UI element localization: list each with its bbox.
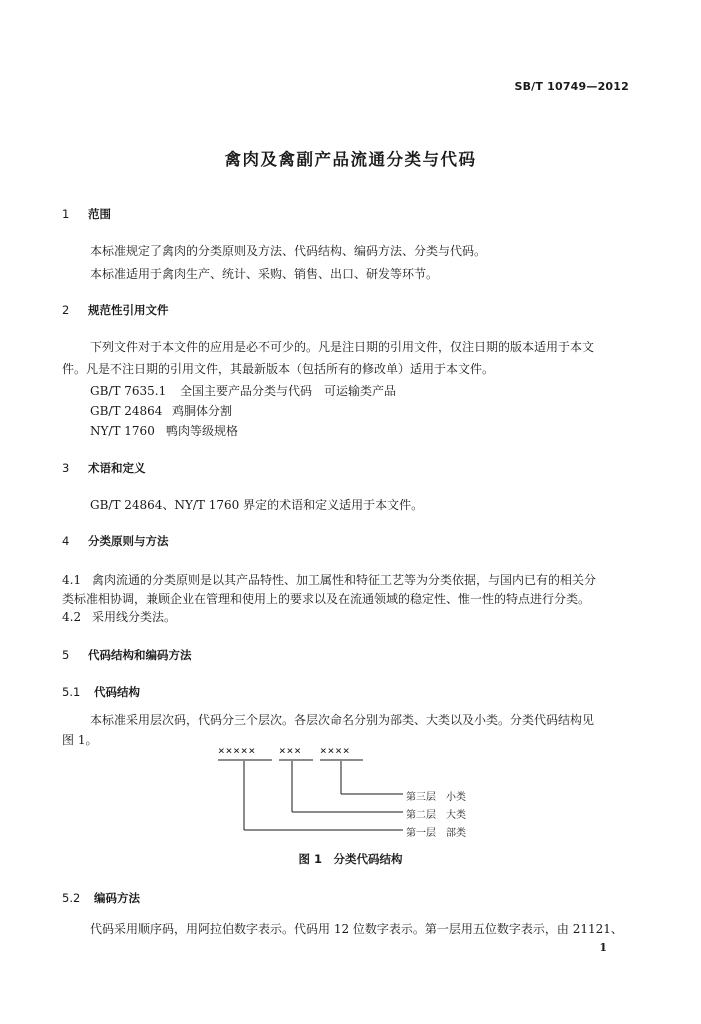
paragraph: 本标准适用于禽肉生产、统计、采购、销售、出口、研发等环节。 [90,267,439,281]
section-title: 规范性引用文件 [88,303,169,317]
paragraph: 下列文件对于本文件的应用是必不可少的。凡是注日期的引用文件，仅注日期的版本适用于本文 [90,340,595,354]
paragraph: 图 1。 [62,733,98,747]
layer-label-third: 第三层 小类 [406,792,466,803]
subsection-number: 5.1 [62,685,81,699]
clause-number: 4.1 [62,573,82,587]
layer-label-second: 第二层 大类 [406,810,466,821]
section-title: 分类原则与方法 [88,534,169,548]
code-part-second-layer: ××× [279,744,302,757]
figure-caption: 图 1 分类代码结构 [298,852,403,866]
paragraph: 本标准规定了禽肉的分类原则及方法、代码结构、编码方法、分类与代码。 [90,244,487,258]
paragraph: 件。凡是不注日期的引用文件，其最新版本（包括所有的修改单）适用于本文件。 [62,362,495,376]
subsection-title: 编码方法 [94,891,140,905]
reference-code: GB/T 24864 [90,404,163,418]
section-number: 2 [62,303,70,317]
section-number: 3 [62,461,70,475]
section-number: 1 [62,207,70,221]
clause-text: 禽肉流通的分类原则是以其产品特性、加工属性和特征工艺等为分类依据，与国内已有的相关分 [92,573,597,587]
clause-number: 4.2 [62,610,82,624]
reference-title: 全国主要产品分类与代码 可运输类产品 [180,384,397,398]
code-part-first-layer: ××××× [218,744,257,757]
subsection-5-2-heading [62,890,140,906]
section-title: 术语和定义 [88,461,146,475]
clause-text: 采用线分类法。 [92,610,177,624]
subsection-title: 代码结构 [94,685,140,699]
layer-label-first: 第一层 部类 [406,828,466,839]
section-title: 代码结构和编码方法 [88,648,192,662]
reference-title: 鸭肉等级规格 [166,424,239,438]
reference-code: NY/T 1760 [90,424,155,438]
section-number: 4 [62,534,70,548]
section-number: 5 [62,648,70,662]
paragraph: 类标准相协调，兼顾企业在管理和使用上的要求以及在流通领域的稳定性、惟一性的特点进行分类。 [62,592,591,606]
section-title: 范围 [88,207,111,221]
page-number: 1 [599,941,607,954]
reference-code: GB/T 7635.1 [90,384,167,398]
standard-code: SB/T 10749—2012 [514,80,629,93]
subsection-number: 5.2 [62,891,81,905]
paragraph: GB/T 24864、NY/T 1760 界定的术语和定义适用于本文件。 [90,498,424,512]
paragraph: 代码采用顺序码，用阿拉伯数字表示。代码用 12 位数字表示。第一层用五位数字表示，由 21121、 [90,922,623,936]
document-title: 禽肉及禽副产品流通分类与代码 [224,150,477,169]
paragraph: 本标准采用层次码，代码分三个层次。各层次命名分别为部类、大类以及小类。分类代码结构见 [90,713,595,727]
reference-title: 鸡胴体分割 [172,404,233,418]
code-part-third-layer: ×××× [320,744,351,757]
